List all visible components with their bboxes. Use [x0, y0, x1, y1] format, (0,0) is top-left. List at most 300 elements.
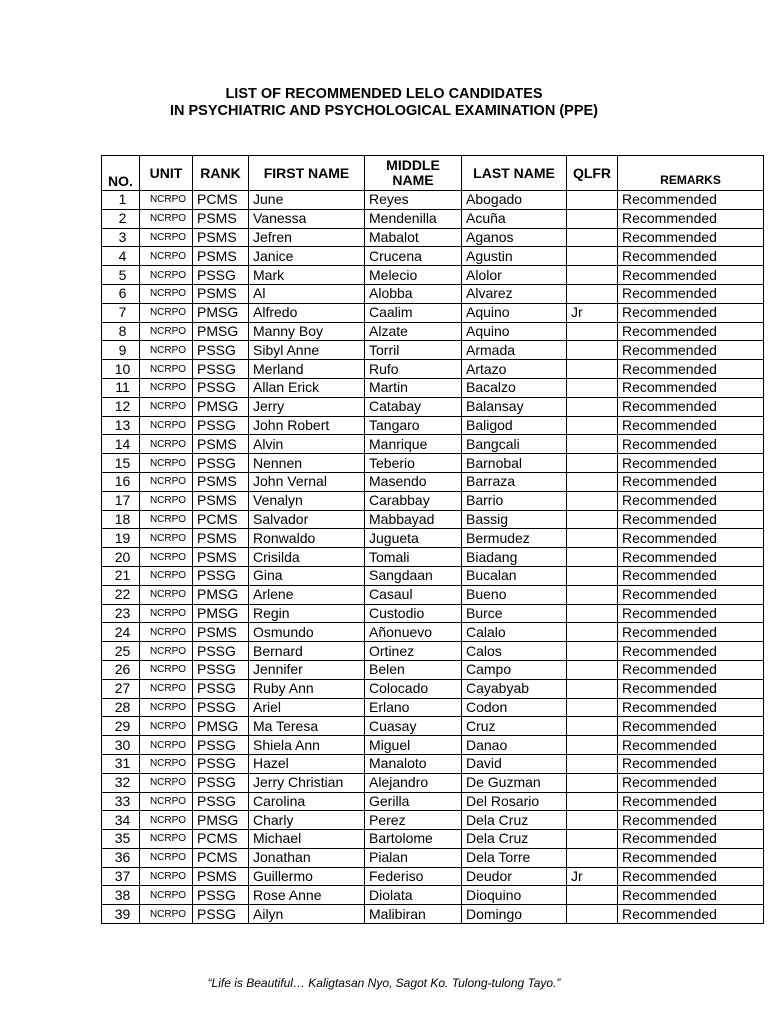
cell-middle-name: Casaul: [365, 585, 462, 604]
cell-middle-name: Mendenilla: [365, 209, 462, 228]
cell-no: 13: [102, 416, 140, 435]
cell-remarks: Recommended: [618, 454, 764, 473]
cell-no: 28: [102, 698, 140, 717]
table-row: [102, 848, 764, 867]
table-row: [102, 303, 764, 322]
cell-unit: NCRPO: [140, 867, 193, 886]
table-row: [102, 698, 764, 717]
cell-middle-name: Rufo: [365, 360, 462, 379]
cell-remarks: Recommended: [618, 341, 764, 360]
cell-last-name: Campo: [462, 660, 567, 679]
cell-middle-name: Melecio: [365, 266, 462, 285]
cell-first-name: Salvador: [249, 510, 365, 529]
cell-first-name: Bernard: [249, 642, 365, 661]
cell-rank: PSMS: [193, 491, 249, 510]
cell-qlfr: [567, 510, 618, 529]
cell-first-name: Al: [249, 284, 365, 303]
cell-middle-name: Torril: [365, 341, 462, 360]
cell-remarks: Recommended: [618, 623, 764, 642]
cell-last-name: Aquino: [462, 322, 567, 341]
table-row: [102, 566, 764, 585]
cell-first-name: June: [249, 191, 365, 210]
cell-last-name: Bueno: [462, 585, 567, 604]
cell-first-name: Charly: [249, 811, 365, 830]
cell-no: 24: [102, 623, 140, 642]
cell-remarks: Recommended: [618, 472, 764, 491]
cell-middle-name: Tangaro: [365, 416, 462, 435]
cell-qlfr: [567, 886, 618, 905]
cell-middle-name: Crucena: [365, 247, 462, 266]
cell-last-name: Bangcali: [462, 435, 567, 454]
cell-qlfr: [567, 266, 618, 285]
cell-unit: NCRPO: [140, 585, 193, 604]
cell-no: 3: [102, 228, 140, 247]
cell-last-name: Bassig: [462, 510, 567, 529]
cell-rank: PSMS: [193, 472, 249, 491]
cell-rank: PSMS: [193, 867, 249, 886]
cell-last-name: Armada: [462, 341, 567, 360]
cell-no: 36: [102, 848, 140, 867]
cell-remarks: Recommended: [618, 378, 764, 397]
cell-first-name: Rose Anne: [249, 886, 365, 905]
table-row: [102, 679, 764, 698]
cell-no: 12: [102, 397, 140, 416]
cell-first-name: Mark: [249, 266, 365, 285]
cell-remarks: Recommended: [618, 773, 764, 792]
cell-first-name: Ariel: [249, 698, 365, 717]
cell-no: 25: [102, 642, 140, 661]
table-row: [102, 454, 764, 473]
cell-first-name: Allan Erick: [249, 378, 365, 397]
cell-middle-name: Miguel: [365, 736, 462, 755]
cell-last-name: Calos: [462, 642, 567, 661]
cell-first-name: Jerry Christian: [249, 773, 365, 792]
cell-middle-name: Federiso: [365, 867, 462, 886]
cell-first-name: Ruby Ann: [249, 679, 365, 698]
candidates-table: [101, 155, 764, 924]
cell-no: 33: [102, 792, 140, 811]
cell-unit: NCRPO: [140, 303, 193, 322]
cell-qlfr: [567, 341, 618, 360]
cell-remarks: Recommended: [618, 736, 764, 755]
cell-no: 8: [102, 322, 140, 341]
cell-rank: PSSG: [193, 360, 249, 379]
cell-middle-name: Teberio: [365, 454, 462, 473]
cell-first-name: Guillermo: [249, 867, 365, 886]
cell-rank: PSMS: [193, 529, 249, 548]
cell-remarks: Recommended: [618, 585, 764, 604]
cell-unit: NCRPO: [140, 623, 193, 642]
cell-no: 38: [102, 886, 140, 905]
cell-qlfr: [567, 548, 618, 567]
cell-first-name: Manny Boy: [249, 322, 365, 341]
cell-qlfr: [567, 529, 618, 548]
cell-qlfr: [567, 322, 618, 341]
cell-qlfr: [567, 454, 618, 473]
cell-remarks: Recommended: [618, 566, 764, 585]
cell-unit: NCRPO: [140, 717, 193, 736]
cell-remarks: Recommended: [618, 228, 764, 247]
table-row: [102, 529, 764, 548]
cell-remarks: Recommended: [618, 848, 764, 867]
cell-rank: PSMS: [193, 435, 249, 454]
cell-rank: PMSG: [193, 717, 249, 736]
cell-qlfr: [567, 284, 618, 303]
cell-remarks: Recommended: [618, 754, 764, 773]
cell-last-name: Barnobal: [462, 454, 567, 473]
cell-qlfr: [567, 905, 618, 924]
cell-first-name: John Robert: [249, 416, 365, 435]
cell-qlfr: [567, 585, 618, 604]
cell-last-name: Cruz: [462, 717, 567, 736]
cell-middle-name: Catabay: [365, 397, 462, 416]
document-title: [0, 86, 768, 120]
cell-unit: NCRPO: [140, 228, 193, 247]
cell-middle-name: Caalim: [365, 303, 462, 322]
cell-middle-name: Manrique: [365, 435, 462, 454]
cell-last-name: Bacalzo: [462, 378, 567, 397]
cell-rank: PMSG: [193, 585, 249, 604]
cell-rank: PMSG: [193, 811, 249, 830]
cell-unit: NCRPO: [140, 191, 193, 210]
cell-last-name: Abogado: [462, 191, 567, 210]
cell-unit: NCRPO: [140, 472, 193, 491]
cell-middle-name: Mabbayad: [365, 510, 462, 529]
cell-last-name: Codon: [462, 698, 567, 717]
cell-remarks: Recommended: [618, 191, 764, 210]
cell-last-name: Deudor: [462, 867, 567, 886]
table-row: [102, 341, 764, 360]
cell-first-name: Jerry: [249, 397, 365, 416]
header-last-name: LAST NAME: [462, 156, 567, 191]
cell-qlfr: [567, 247, 618, 266]
cell-middle-name: Alobba: [365, 284, 462, 303]
cell-last-name: Danao: [462, 736, 567, 755]
cell-remarks: Recommended: [618, 604, 764, 623]
cell-unit: NCRPO: [140, 773, 193, 792]
cell-last-name: David: [462, 754, 567, 773]
cell-unit: NCRPO: [140, 284, 193, 303]
cell-no: 18: [102, 510, 140, 529]
cell-first-name: Jefren: [249, 228, 365, 247]
cell-remarks: Recommended: [618, 660, 764, 679]
cell-first-name: Vanessa: [249, 209, 365, 228]
cell-unit: NCRPO: [140, 416, 193, 435]
header-qlfr: QLFR: [567, 156, 618, 191]
cell-qlfr: [567, 848, 618, 867]
cell-middle-name: Pialan: [365, 848, 462, 867]
cell-first-name: Regin: [249, 604, 365, 623]
cell-no: 27: [102, 679, 140, 698]
cell-unit: NCRPO: [140, 454, 193, 473]
cell-middle-name: Colocado: [365, 679, 462, 698]
table-row: [102, 754, 764, 773]
cell-remarks: Recommended: [618, 642, 764, 661]
cell-qlfr: [567, 491, 618, 510]
cell-remarks: Recommended: [618, 397, 764, 416]
cell-remarks: Recommended: [618, 435, 764, 454]
cell-first-name: Sibyl Anne: [249, 341, 365, 360]
cell-qlfr: [567, 773, 618, 792]
cell-middle-name: Jugueta: [365, 529, 462, 548]
cell-qlfr: [567, 642, 618, 661]
cell-first-name: Arlene: [249, 585, 365, 604]
cell-rank: PMSG: [193, 397, 249, 416]
cell-middle-name: Manaloto: [365, 754, 462, 773]
cell-no: 11: [102, 378, 140, 397]
cell-qlfr: [567, 397, 618, 416]
cell-rank: PSSG: [193, 679, 249, 698]
cell-qlfr: Jr: [567, 867, 618, 886]
cell-last-name: Bermudez: [462, 529, 567, 548]
table-row: [102, 773, 764, 792]
header-unit: UNIT: [140, 156, 193, 191]
cell-rank: PCMS: [193, 191, 249, 210]
table-header-row: [102, 156, 764, 191]
cell-rank: PSSG: [193, 886, 249, 905]
cell-unit: NCRPO: [140, 660, 193, 679]
cell-unit: NCRPO: [140, 792, 193, 811]
cell-middle-name: Sangdaan: [365, 566, 462, 585]
cell-rank: PSMS: [193, 228, 249, 247]
cell-no: 23: [102, 604, 140, 623]
cell-no: 32: [102, 773, 140, 792]
cell-no: 26: [102, 660, 140, 679]
cell-middle-name: Belen: [365, 660, 462, 679]
cell-rank: PSSG: [193, 773, 249, 792]
cell-middle-name: Martin: [365, 378, 462, 397]
cell-last-name: Barraza: [462, 472, 567, 491]
table-row: [102, 510, 764, 529]
cell-no: 16: [102, 472, 140, 491]
cell-middle-name: Añonuevo: [365, 623, 462, 642]
cell-middle-name: Erlano: [365, 698, 462, 717]
cell-first-name: Jennifer: [249, 660, 365, 679]
cell-remarks: Recommended: [618, 830, 764, 849]
cell-rank: PMSG: [193, 322, 249, 341]
cell-unit: NCRPO: [140, 209, 193, 228]
cell-rank: PSSG: [193, 642, 249, 661]
table-row: [102, 491, 764, 510]
cell-remarks: Recommended: [618, 266, 764, 285]
cell-first-name: Venalyn: [249, 491, 365, 510]
cell-rank: PSSG: [193, 698, 249, 717]
cell-first-name: Nennen: [249, 454, 365, 473]
cell-qlfr: [567, 191, 618, 210]
cell-first-name: Carolina: [249, 792, 365, 811]
cell-no: 19: [102, 529, 140, 548]
cell-unit: NCRPO: [140, 811, 193, 830]
header-rank: RANK: [193, 156, 249, 191]
table-row: [102, 886, 764, 905]
cell-unit: NCRPO: [140, 830, 193, 849]
cell-qlfr: Jr: [567, 303, 618, 322]
title-line-1: LIST OF RECOMMENDED LELO CANDIDATES: [225, 86, 543, 102]
table-row: [102, 548, 764, 567]
cell-unit: NCRPO: [140, 604, 193, 623]
cell-last-name: Barrio: [462, 491, 567, 510]
table-row: [102, 830, 764, 849]
cell-no: 15: [102, 454, 140, 473]
cell-rank: PSSG: [193, 660, 249, 679]
table-row: [102, 472, 764, 491]
cell-middle-name: Bartolome: [365, 830, 462, 849]
cell-last-name: Baligod: [462, 416, 567, 435]
cell-remarks: Recommended: [618, 247, 764, 266]
footer-slogan: “Life is Beautiful… Kaligtasan Nyo, Sagot Ko. Tulong-tulong Tayo.”: [207, 976, 561, 990]
table-row: [102, 416, 764, 435]
cell-qlfr: [567, 830, 618, 849]
cell-remarks: Recommended: [618, 905, 764, 924]
cell-last-name: Dela Cruz: [462, 811, 567, 830]
table-row: [102, 322, 764, 341]
cell-last-name: Burce: [462, 604, 567, 623]
cell-last-name: De Guzman: [462, 773, 567, 792]
cell-first-name: Alfredo: [249, 303, 365, 322]
cell-no: 17: [102, 491, 140, 510]
cell-unit: NCRPO: [140, 491, 193, 510]
cell-last-name: Dioquino: [462, 886, 567, 905]
cell-middle-name: Gerilla: [365, 792, 462, 811]
cell-last-name: Artazo: [462, 360, 567, 379]
cell-middle-name: Alzate: [365, 322, 462, 341]
cell-rank: PSSG: [193, 754, 249, 773]
cell-rank: PSSG: [193, 416, 249, 435]
cell-unit: NCRPO: [140, 378, 193, 397]
table-row: [102, 717, 764, 736]
cell-unit: NCRPO: [140, 341, 193, 360]
cell-remarks: Recommended: [618, 811, 764, 830]
cell-no: 37: [102, 867, 140, 886]
cell-last-name: Balansay: [462, 397, 567, 416]
cell-qlfr: [567, 228, 618, 247]
cell-middle-name: Custodio: [365, 604, 462, 623]
cell-last-name: Agustin: [462, 247, 567, 266]
cell-no: 10: [102, 360, 140, 379]
cell-first-name: Alvin: [249, 435, 365, 454]
table-row: [102, 905, 764, 924]
cell-first-name: Merland: [249, 360, 365, 379]
cell-last-name: Biadang: [462, 548, 567, 567]
cell-unit: NCRPO: [140, 698, 193, 717]
cell-rank: PMSG: [193, 604, 249, 623]
cell-no: 34: [102, 811, 140, 830]
cell-middle-name: Tomali: [365, 548, 462, 567]
cell-unit: NCRPO: [140, 754, 193, 773]
cell-rank: PSSG: [193, 905, 249, 924]
cell-rank: PMSG: [193, 303, 249, 322]
cell-qlfr: [567, 604, 618, 623]
cell-unit: NCRPO: [140, 397, 193, 416]
cell-first-name: Ailyn: [249, 905, 365, 924]
cell-last-name: Del Rosario: [462, 792, 567, 811]
cell-middle-name: Diolata: [365, 886, 462, 905]
cell-first-name: Osmundo: [249, 623, 365, 642]
table-row: [102, 228, 764, 247]
cell-first-name: Hazel: [249, 754, 365, 773]
cell-middle-name: Ortinez: [365, 642, 462, 661]
cell-unit: NCRPO: [140, 548, 193, 567]
cell-no: 5: [102, 266, 140, 285]
cell-remarks: Recommended: [618, 679, 764, 698]
cell-qlfr: [567, 660, 618, 679]
table-row: [102, 736, 764, 755]
cell-no: 29: [102, 717, 140, 736]
cell-no: 30: [102, 736, 140, 755]
header-first-name: FIRST NAME: [249, 156, 365, 191]
cell-remarks: Recommended: [618, 510, 764, 529]
table-row: [102, 266, 764, 285]
cell-no: 22: [102, 585, 140, 604]
cell-no: 31: [102, 754, 140, 773]
cell-unit: NCRPO: [140, 266, 193, 285]
table-row: [102, 792, 764, 811]
cell-last-name: Alvarez: [462, 284, 567, 303]
cell-unit: NCRPO: [140, 360, 193, 379]
cell-no: 35: [102, 830, 140, 849]
cell-rank: PSSG: [193, 266, 249, 285]
cell-unit: NCRPO: [140, 736, 193, 755]
cell-no: 4: [102, 247, 140, 266]
cell-rank: PSSG: [193, 792, 249, 811]
cell-last-name: Cayabyab: [462, 679, 567, 698]
cell-qlfr: [567, 360, 618, 379]
cell-first-name: Shiela Ann: [249, 736, 365, 755]
table-row: [102, 811, 764, 830]
cell-last-name: Aganos: [462, 228, 567, 247]
cell-middle-name: Reyes: [365, 191, 462, 210]
cell-remarks: Recommended: [618, 360, 764, 379]
header-middle-name: MIDDLE NAME: [365, 156, 462, 191]
cell-last-name: Aquino: [462, 303, 567, 322]
cell-unit: NCRPO: [140, 642, 193, 661]
header-no: NO.: [102, 156, 140, 191]
cell-unit: NCRPO: [140, 566, 193, 585]
cell-rank: PSSG: [193, 736, 249, 755]
cell-unit: NCRPO: [140, 435, 193, 454]
title-line-2: IN PSYCHIATRIC AND PSYCHOLOGICAL EXAMINATION (PPE): [169, 103, 599, 119]
cell-first-name: John Vernal: [249, 472, 365, 491]
cell-last-name: Bucalan: [462, 566, 567, 585]
cell-qlfr: [567, 378, 618, 397]
table-row: [102, 585, 764, 604]
cell-qlfr: [567, 435, 618, 454]
cell-rank: PSMS: [193, 209, 249, 228]
cell-no: 39: [102, 905, 140, 924]
cell-middle-name: Perez: [365, 811, 462, 830]
header-remarks: REMARKS: [618, 156, 764, 191]
cell-middle-name: Malibiran: [365, 905, 462, 924]
cell-qlfr: [567, 754, 618, 773]
cell-first-name: Jonathan: [249, 848, 365, 867]
cell-middle-name: Alejandro: [365, 773, 462, 792]
table-row: [102, 642, 764, 661]
cell-unit: NCRPO: [140, 848, 193, 867]
cell-rank: PSMS: [193, 548, 249, 567]
table-row: [102, 284, 764, 303]
table-row: [102, 191, 764, 210]
cell-no: 2: [102, 209, 140, 228]
table-row: [102, 397, 764, 416]
cell-qlfr: [567, 416, 618, 435]
cell-rank: PSMS: [193, 284, 249, 303]
cell-first-name: Ma Teresa: [249, 717, 365, 736]
cell-no: 14: [102, 435, 140, 454]
cell-first-name: Crisilda: [249, 548, 365, 567]
cell-qlfr: [567, 792, 618, 811]
table-row: [102, 247, 764, 266]
cell-last-name: Dela Cruz: [462, 830, 567, 849]
